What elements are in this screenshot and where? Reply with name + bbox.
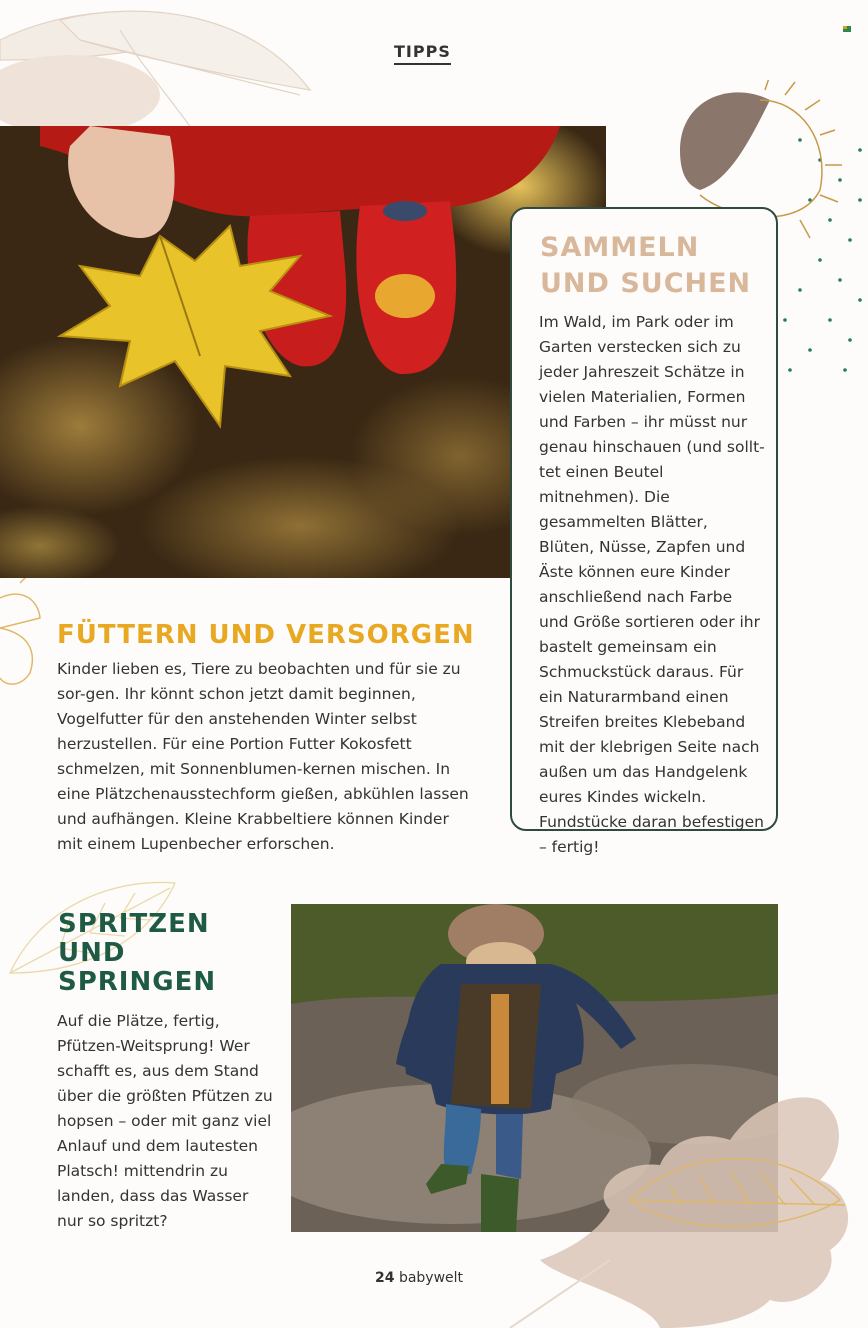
page-footer (375, 1270, 463, 1286)
futtern-body: Kinder lieben es, Tiere zu beobachten und für sie zu sor-gen. Ihr könnt schon jetzt damit beginnen, Vogelfutter für den anstehenden Winter selbst herzustellen. Für eine Portion Futter Kokosfett schmelzen, mit Sonnenblumen-kernen mischen. In eine Plätzchenausstechform gießen, abkühlen lassen und aufhängen. Kleine Krabbeltiere können Kinder mit einem Lupenbecher erforschen. (57, 660, 469, 853)
page-number: 24 (375, 1270, 395, 1286)
spritzen-title: SPRITZEN UND SPRINGEN (58, 909, 217, 997)
magazine-name: babywelt (398, 1270, 464, 1286)
futtern-title: FÜTTERN UND VERSORGEN (57, 620, 475, 650)
sammeln-body: Im Wald, im Park oder im Garten verstecken sich zu jeder Jahreszeit Schätze in vielen Materialien, Formen und Farben – ihr müsst nur genau hinschauen (und sollt-tet einen Beutel mitnehmen). Die gesammelten Blätter, Blüten, Nüsse, Zapfen und Äste können eure Kinder anschließend nach Farbe und Größe sortieren oder ihr bastelt gemeinsam ein Schmuckstück daraus. Für ein Naturarmband einen Streifen breites Klebeband mit der klebrigen Seite nach außen um das Handgelenk eures Kindes wickeln. Fundstücke daran befestigen – fertig! (539, 313, 765, 856)
oak-leaf-icon (500, 1080, 868, 1328)
spritzen-body: Auf die Plätze, fertig, Pfützen-Weitsprung! Wer schafft es, aus dem Stand über die größten Pfützen zu hopsen – oder mit ganz viel Anlauf und dem lautesten Platsch! mittendrin zu landen, dass das Wasser nur so spritzt? (57, 1012, 273, 1230)
acorn-icon (0, 578, 44, 688)
section-tag: TIPPS (394, 42, 451, 65)
sammeln-title: SAMMELN UND SUCHEN (540, 232, 752, 299)
corner-mark-icon (843, 26, 851, 32)
